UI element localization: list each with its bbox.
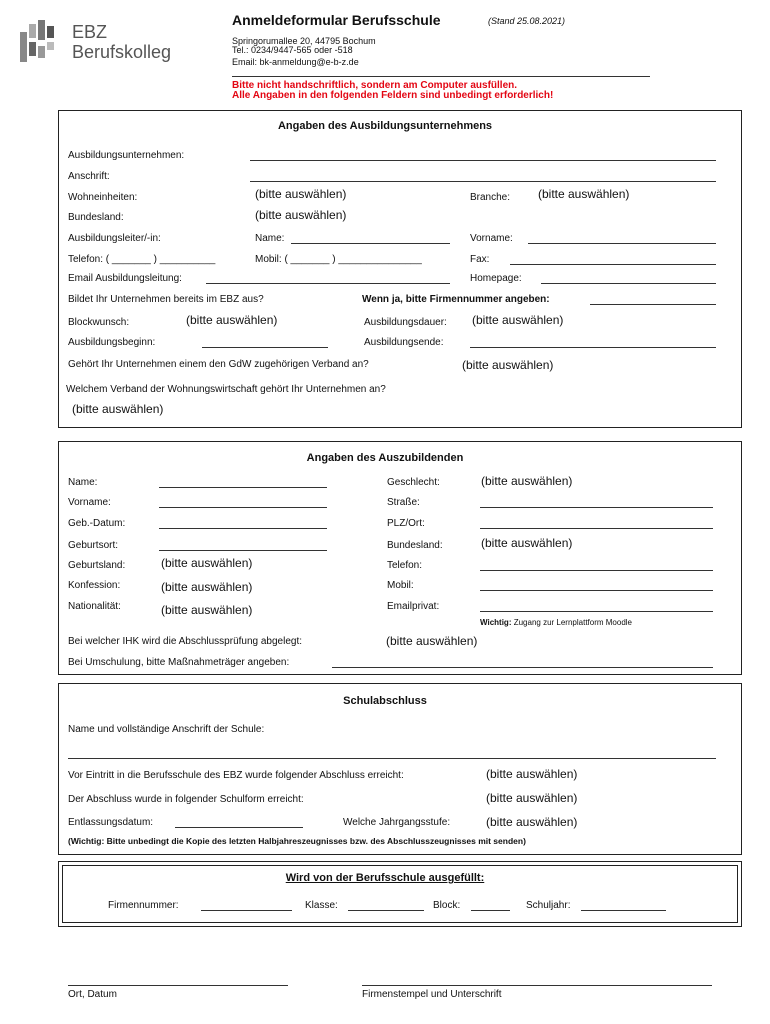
birthcountry-select[interactable]: (bitte auswählen) [161,556,253,570]
branch-select[interactable]: (bitte auswählen) [538,187,630,201]
ebz-question: Bildet Ihr Unternehmen bereits im EBZ aus? [68,294,264,305]
birthdate-field[interactable] [159,528,327,529]
birthcountry-label: Geburtsland: [68,560,126,571]
moodle-note-bold: Wichtig: [480,618,512,627]
birthplace-field[interactable] [159,550,327,551]
confession-label: Konfession: [68,580,121,591]
units-select[interactable]: (bitte auswählen) [255,187,347,201]
block-label: Blockwunsch: [68,317,130,328]
homepage-label: Homepage: [470,273,522,284]
nationality-label: Nationalität: [68,601,121,612]
leader-label: Ausbildungsleiter/-in: [68,233,161,244]
retraining-field[interactable] [332,667,713,668]
end-label: Ausbildungsende: [364,337,444,348]
place-date-label: Ort, Datum [68,989,117,1000]
company-address-label: Anschrift: [68,171,110,182]
leader-name-field[interactable] [291,243,450,244]
degree-question: Vor Eintritt in die Berufsschule des EBZ wurde folgender Abschluss erreicht: [68,770,404,781]
company-state-select[interactable]: (bitte auswählen) [255,208,347,222]
trainee-firstname-label: Vorname: [68,497,111,508]
ihk-question: Bei welcher IHK wird die Abschlussprüfung abgelegt: [68,636,303,647]
office-block-field[interactable] [471,910,510,911]
leader-name-label: Name: [255,233,285,244]
street-field[interactable] [480,507,713,508]
trainee-name-field[interactable] [159,487,327,488]
start-label: Ausbildungsbeginn: [68,337,156,348]
leave-date-field[interactable] [175,827,303,828]
office-year-label: Schuljahr: [526,900,571,911]
school-section-title: Schulabschluss [343,695,427,707]
schoolform-question: Der Abschluss wurde in folgender Schulform erreicht: [68,794,304,805]
association-select[interactable]: (bitte auswählen) [72,402,164,416]
duration-select[interactable]: (bitte auswählen) [472,313,564,327]
leader-email-field[interactable] [206,283,450,284]
birthdate-label: Geb.-Datum: [68,518,126,529]
school-address: Springorumallee 20, 44795 Bochum [232,36,376,46]
place-date-field[interactable] [68,985,288,986]
school-note: (Wichtig: Bitte unbedingt die Kopie des letzten Halbjahreszeugnisses bzw. des Abschlusszeugnisses mit senden) [68,836,526,846]
company-mobile-field[interactable]: Mobil: ( _______ ) _______________ [255,254,422,265]
birthplace-label: Geburtsort: [68,540,119,551]
trainee-section-title: Angaben des Auszubildenden [306,452,464,464]
gdw-select[interactable]: (bitte auswählen) [462,358,554,372]
trainee-state-select[interactable]: (bitte auswählen) [481,536,573,550]
gender-label: Geschlecht: [387,477,440,488]
company-address-field[interactable] [250,181,716,182]
trainee-phone-label: Telefon: [387,560,423,571]
school-phone: Tel.: 0234/9447-565 oder -518 [232,45,353,55]
leader-firstname-label: Vorname: [470,233,513,244]
confession-select[interactable]: (bitte auswählen) [161,580,253,594]
school-name-label: Name und vollständige Anschrift der Schule: [68,724,265,735]
leave-date-label: Entlassungsdatum: [68,817,154,828]
ebz-logo [18,18,193,70]
firm-number-label: Wenn ja, bitte Firmennummer angeben: [362,294,550,305]
warning-computer: Bitte nicht handschriftlich, sondern am Computer ausfüllen. [232,80,518,91]
logo-line2: Berufskolleg [72,42,172,62]
trainee-state-label: Bundesland: [387,540,443,551]
office-class-field[interactable] [348,910,424,911]
trainee-email-field[interactable] [480,611,713,612]
degree-select[interactable]: (bitte auswählen) [486,767,578,781]
retraining-label: Bei Umschulung, bitte Maßnahmeträger angeben: [68,657,290,668]
logo-line1: EBZ [72,22,108,42]
ihk-select[interactable]: (bitte auswählen) [386,634,478,648]
company-name-label: Ausbildungsunternehmen: [68,150,185,161]
office-firm-number-label: Firmennummer: [108,900,179,911]
firm-number-field[interactable] [590,304,716,305]
units-label: Wohneinheiten: [68,192,138,203]
trainee-mobile-label: Mobil: [387,580,414,591]
trainee-mobile-field[interactable] [480,590,713,591]
zip-label: PLZ/Ort: [387,518,425,529]
end-field[interactable] [470,347,716,348]
trainee-firstname-field[interactable] [159,507,327,508]
header-divider [232,76,650,77]
stamp-signature-label: Firmenstempel und Unterschrift [362,989,502,1000]
form-title: Anmeldeformular Berufsschule [232,12,441,28]
company-section-title: Angaben des Ausbildungsunternehmens [277,120,493,132]
leader-email-label: Email Ausbildungsleitung: [68,273,182,284]
start-field[interactable] [202,347,328,348]
trainee-name-label: Name: [68,477,98,488]
moodle-note-text: Zugang zur Lernplattform Moodle [513,618,633,627]
company-name-field[interactable] [250,160,716,161]
trainee-phone-field[interactable] [480,570,713,571]
grade-label: Welche Jahrgangsstufe: [343,817,451,828]
branch-label: Branche: [470,192,511,203]
school-email: Email: bk-anmeldung@e-b-z.de [232,57,359,67]
association-question: Welchem Verband der Wohnungswirtschaft gehört Ihr Unternehmen an? [66,384,386,395]
stamp-signature-field[interactable] [362,985,712,986]
office-block-label: Block: [433,900,461,911]
office-class-label: Klasse: [305,900,338,911]
company-phone-field[interactable]: Telefon: ( _______ ) __________ [68,254,216,265]
gdw-question: Gehört Ihr Unternehmen einem den GdW zugehörigen Verband an? [68,359,369,370]
nationality-select[interactable]: (bitte auswählen) [161,603,253,617]
school-name-field[interactable] [68,758,716,759]
trainee-email-label: Emailprivat: [387,601,440,612]
block-select[interactable]: (bitte auswählen) [186,313,278,327]
warning-required: Alle Angaben in den folgenden Feldern sind unbedingt erforderlich! [232,90,554,101]
homepage-field[interactable] [541,283,716,284]
duration-label: Ausbildungsdauer: [364,317,447,328]
grade-select[interactable]: (bitte auswählen) [486,815,578,829]
office-section-title: Wird von der Berufsschule ausgefüllt: [285,872,485,884]
ebz-logo-icon [18,18,60,68]
form-stand: (Stand 25.08.2021) [488,16,566,26]
moodle-note [480,618,632,627]
office-firm-number-field[interactable] [201,910,292,911]
schoolform-select[interactable]: (bitte auswählen) [486,791,578,805]
zip-field[interactable] [480,528,713,529]
street-label: Straße: [387,497,420,508]
office-year-field[interactable] [581,910,666,911]
fax-field[interactable] [510,264,716,265]
fax-label: Fax: [470,254,490,265]
gender-select[interactable]: (bitte auswählen) [481,474,573,488]
school-section [58,683,742,855]
leader-firstname-field[interactable] [528,243,716,244]
company-state-label: Bundesland: [68,212,124,223]
